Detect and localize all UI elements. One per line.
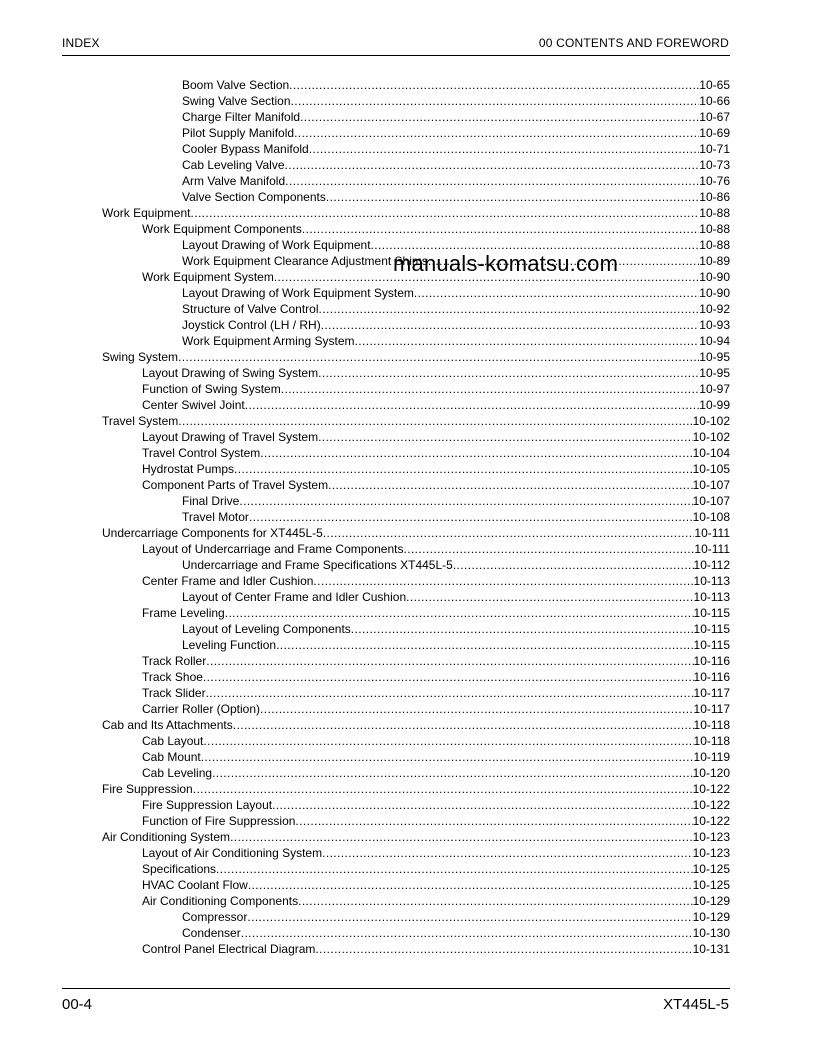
toc-entry[interactable] bbox=[102, 749, 730, 765]
toc-dot-leader bbox=[276, 637, 693, 653]
toc-dot-leader bbox=[351, 621, 694, 637]
toc-entry-title: Air Conditioning System bbox=[102, 830, 231, 844]
toc-dot-leader bbox=[319, 301, 700, 317]
toc-dot-leader bbox=[260, 445, 692, 461]
toc-entry-page: 10-125 bbox=[692, 878, 730, 892]
toc-entry-page: 10-130 bbox=[692, 926, 730, 940]
toc-dot-leader bbox=[295, 813, 692, 829]
toc-dot-leader bbox=[355, 333, 700, 349]
toc-dot-leader bbox=[203, 669, 694, 685]
toc-entry[interactable] bbox=[102, 445, 730, 461]
toc-entry-page: 10-122 bbox=[692, 782, 730, 796]
toc-entry[interactable] bbox=[102, 349, 730, 365]
toc-entry[interactable] bbox=[102, 717, 730, 733]
toc-entry-title: Layout Drawing of Swing System bbox=[142, 366, 319, 380]
footer-model-number: XT445L-5 bbox=[663, 996, 729, 1013]
toc-entry-page: 10-118 bbox=[693, 718, 730, 732]
toc-entry-title: Fire Suppression bbox=[102, 782, 193, 796]
toc-dot-leader bbox=[245, 397, 700, 413]
toc-entry[interactable] bbox=[102, 221, 730, 237]
toc-entry[interactable] bbox=[102, 573, 730, 589]
toc-dot-leader bbox=[285, 157, 700, 173]
toc-entry[interactable] bbox=[102, 205, 730, 221]
toc-entry-page: 10-129 bbox=[692, 894, 730, 908]
toc-dot-leader bbox=[206, 653, 693, 669]
toc-entry-title: Layout of Center Frame and Idler Cushion bbox=[182, 590, 407, 604]
toc-dot-leader bbox=[298, 893, 693, 909]
toc-dot-leader bbox=[230, 829, 693, 845]
toc-entry-title: Work Equipment Components bbox=[142, 222, 302, 236]
toc-entry-title: HVAC Coolant Flow bbox=[142, 878, 248, 892]
toc-entry-page: 10-69 bbox=[699, 126, 730, 140]
toc-dot-leader bbox=[300, 109, 699, 125]
toc-entry-title: Travel Control System bbox=[142, 446, 261, 460]
toc-entry-title: Function of Fire Suppression bbox=[142, 814, 296, 828]
toc-entry-page: 10-111 bbox=[694, 542, 730, 556]
toc-entry-page: 10-95 bbox=[699, 350, 730, 364]
toc-entry[interactable] bbox=[102, 285, 730, 301]
toc-entry[interactable] bbox=[102, 397, 730, 413]
toc-entry[interactable] bbox=[102, 893, 730, 909]
toc-dot-leader bbox=[291, 93, 700, 109]
toc-entry[interactable] bbox=[102, 317, 730, 333]
toc-entry-title: Layout of Leveling Components bbox=[182, 622, 351, 636]
toc-entry-page: 10-122 bbox=[692, 798, 730, 812]
toc-dot-leader bbox=[326, 189, 699, 205]
toc-entry-title: Cooler Bypass Manifold bbox=[182, 142, 309, 156]
toc-entry[interactable] bbox=[102, 557, 730, 573]
toc-entry-page: 10-116 bbox=[693, 670, 730, 684]
toc-entry-title: Boom Valve Section bbox=[182, 78, 290, 92]
toc-entry-title: Charge Filter Manifold bbox=[182, 110, 301, 124]
toc-entry-title: Valve Section Components bbox=[182, 190, 326, 204]
toc-entry[interactable] bbox=[102, 781, 730, 797]
toc-entry[interactable] bbox=[102, 477, 730, 493]
toc-entry-page: 10-115 bbox=[693, 638, 730, 652]
toc-dot-leader bbox=[248, 877, 693, 893]
toc-entry-page: 10-117 bbox=[693, 686, 730, 700]
toc-entry-page: 10-104 bbox=[692, 446, 730, 460]
toc-entry-page: 10-102 bbox=[692, 414, 730, 428]
toc-entry-title: Function of Swing System bbox=[142, 382, 281, 396]
toc-entry-title: Structure of Valve Control bbox=[182, 302, 319, 316]
toc-entry-page: 10-89 bbox=[699, 254, 730, 268]
toc-entry-title: Swing System bbox=[102, 350, 179, 364]
toc-entry-title: Arm Valve Manifold bbox=[182, 174, 286, 188]
toc-entry-page: 10-112 bbox=[693, 558, 730, 572]
toc-entry-title: Swing Valve Section bbox=[182, 94, 291, 108]
header-section-label: INDEX bbox=[62, 36, 100, 50]
toc-entry-title: Specifications bbox=[142, 862, 217, 876]
toc-entry[interactable] bbox=[102, 301, 730, 317]
footer-divider bbox=[62, 988, 730, 989]
toc-entry-page: 10-115 bbox=[693, 606, 730, 620]
toc-entry-page: 10-125 bbox=[692, 862, 730, 876]
toc-entry-page: 10-118 bbox=[693, 734, 730, 748]
toc-entry[interactable] bbox=[102, 189, 730, 205]
toc-dot-leader bbox=[318, 429, 693, 445]
toc-entry[interactable] bbox=[102, 797, 730, 813]
toc-entry-title: Work Equipment System bbox=[142, 270, 274, 284]
toc-entry[interactable] bbox=[102, 909, 730, 925]
toc-entry[interactable] bbox=[102, 765, 730, 781]
toc-entry-title: Travel System bbox=[102, 414, 179, 428]
toc-entry-title: Compressor bbox=[182, 910, 248, 924]
toc-entry[interactable] bbox=[102, 925, 730, 941]
toc-dot-leader bbox=[178, 413, 692, 429]
toc-dot-leader bbox=[285, 173, 699, 189]
toc-dot-leader bbox=[453, 557, 694, 573]
toc-dot-leader bbox=[260, 701, 693, 717]
toc-entry[interactable] bbox=[102, 413, 730, 429]
toc-entry-page: 10-111 bbox=[694, 526, 730, 540]
toc-entry-page: 10-105 bbox=[692, 462, 730, 476]
toc-entry-page: 10-71 bbox=[699, 142, 730, 156]
toc-dot-leader bbox=[201, 749, 694, 765]
toc-entry[interactable] bbox=[102, 77, 730, 93]
toc-entry-title: Pilot Supply Manifold bbox=[182, 126, 295, 140]
watermark-text: manuals-komatsu.com bbox=[393, 251, 619, 276]
toc-dot-leader bbox=[272, 797, 693, 813]
toc-entry-title: Air Conditioning Components bbox=[142, 894, 299, 908]
toc-entry-page: 10-97 bbox=[699, 382, 730, 396]
toc-entry-title: Undercarriage Components for XT445L-5 bbox=[102, 526, 323, 540]
toc-entry-page: 10-90 bbox=[699, 270, 730, 284]
toc-dot-leader bbox=[294, 125, 699, 141]
toc-entry-title: Layout Drawing of Work Equipment System bbox=[182, 286, 414, 300]
toc-entry[interactable] bbox=[102, 93, 730, 109]
header-divider bbox=[62, 55, 730, 56]
toc-entry-page: 10-90 bbox=[699, 286, 730, 300]
toc-dot-leader bbox=[302, 221, 699, 237]
toc-entry-title: Center Frame and Idler Cushion bbox=[142, 574, 314, 588]
toc-entry-title: Work Equipment Clearance Adjustment Shims bbox=[182, 254, 428, 268]
toc-entry-page: 10-129 bbox=[692, 910, 730, 924]
toc-entry[interactable] bbox=[102, 701, 730, 717]
toc-dot-leader bbox=[225, 605, 694, 621]
toc-entry[interactable] bbox=[102, 365, 730, 381]
toc-entry-page: 10-123 bbox=[692, 830, 730, 844]
toc-dot-leader bbox=[414, 285, 699, 301]
toc-dot-leader bbox=[318, 365, 699, 381]
toc-dot-leader bbox=[406, 589, 693, 605]
toc-entry-title: Travel Motor bbox=[182, 510, 249, 524]
toc-entry-page: 10-107 bbox=[692, 478, 730, 492]
toc-entry[interactable] bbox=[102, 941, 730, 957]
toc-entry[interactable] bbox=[102, 861, 730, 877]
toc-entry-title: Final Drive bbox=[182, 494, 240, 508]
toc-entry[interactable] bbox=[102, 141, 730, 157]
table-of-contents bbox=[102, 77, 730, 957]
toc-entry-title: Work Equipment bbox=[102, 206, 191, 220]
toc-entry[interactable] bbox=[102, 653, 730, 669]
toc-entry-page: 10-65 bbox=[699, 78, 730, 92]
toc-entry-page: 10-88 bbox=[699, 238, 730, 252]
toc-entry-title: Layout of Undercarriage and Frame Components bbox=[142, 542, 404, 556]
toc-entry[interactable] bbox=[102, 173, 730, 189]
toc-entry-page: 10-119 bbox=[693, 750, 730, 764]
toc-entry-page: 10-88 bbox=[699, 206, 730, 220]
toc-entry-title: Cab Layout bbox=[142, 734, 204, 748]
toc-entry-title: Center Swivel Joint bbox=[142, 398, 245, 412]
toc-entry[interactable] bbox=[102, 733, 730, 749]
toc-entry[interactable] bbox=[102, 589, 730, 605]
toc-entry-page: 10-123 bbox=[692, 846, 730, 860]
toc-entry-page: 10-92 bbox=[699, 302, 730, 316]
toc-dot-leader bbox=[233, 717, 694, 733]
toc-entry[interactable] bbox=[102, 125, 730, 141]
toc-entry[interactable] bbox=[102, 525, 730, 541]
toc-entry-page: 10-88 bbox=[699, 222, 730, 236]
toc-entry-title: Carrier Roller (Option) bbox=[142, 702, 261, 716]
toc-dot-leader bbox=[322, 845, 693, 861]
toc-entry-page: 10-108 bbox=[692, 510, 730, 524]
toc-entry-page: 10-66 bbox=[699, 94, 730, 108]
toc-dot-leader bbox=[321, 317, 700, 333]
toc-entry[interactable] bbox=[102, 829, 730, 845]
toc-entry-title: Joystick Control (LH / RH) bbox=[182, 318, 321, 332]
toc-dot-leader bbox=[313, 573, 693, 589]
toc-entry[interactable] bbox=[102, 157, 730, 173]
toc-dot-leader bbox=[212, 765, 693, 781]
toc-entry-title: Condenser bbox=[182, 926, 241, 940]
toc-entry-title: Fire Suppression Layout bbox=[142, 798, 273, 812]
toc-dot-leader bbox=[247, 909, 692, 925]
toc-entry-page: 10-94 bbox=[699, 334, 730, 348]
toc-entry[interactable] bbox=[102, 493, 730, 509]
toc-dot-leader bbox=[216, 861, 693, 877]
toc-dot-leader bbox=[309, 141, 700, 157]
toc-entry-title: Cab Mount bbox=[142, 750, 201, 764]
toc-entry-title: Layout of Air Conditioning System bbox=[142, 846, 323, 860]
toc-entry-page: 10-73 bbox=[699, 158, 730, 172]
toc-dot-leader bbox=[323, 525, 695, 541]
toc-entry[interactable] bbox=[102, 333, 730, 349]
toc-dot-leader bbox=[193, 781, 693, 797]
toc-entry-page: 10-122 bbox=[692, 814, 730, 828]
toc-entry[interactable] bbox=[102, 605, 730, 621]
toc-entry-title: Frame Leveling bbox=[142, 606, 225, 620]
toc-entry[interactable] bbox=[102, 541, 730, 557]
toc-entry-title: Hydrostat Pumps bbox=[142, 462, 235, 476]
toc-entry-title: Layout Drawing of Travel System bbox=[142, 430, 319, 444]
toc-dot-leader bbox=[190, 205, 699, 221]
toc-entry[interactable] bbox=[102, 621, 730, 637]
toc-dot-leader bbox=[203, 733, 693, 749]
toc-dot-leader bbox=[328, 477, 693, 493]
toc-entry[interactable] bbox=[102, 685, 730, 701]
toc-entry-page: 10-117 bbox=[693, 702, 730, 716]
toc-entry-page: 10-93 bbox=[699, 318, 730, 332]
toc-entry-title: Layout Drawing of Work Equipment bbox=[182, 238, 371, 252]
toc-dot-leader bbox=[281, 381, 700, 397]
toc-entry[interactable] bbox=[102, 381, 730, 397]
toc-entry-title: Undercarriage and Frame Specifications XT445L-5 bbox=[182, 558, 453, 572]
toc-dot-leader bbox=[234, 461, 693, 477]
toc-entry-page: 10-120 bbox=[692, 766, 730, 780]
toc-entry[interactable] bbox=[102, 461, 730, 477]
toc-entry[interactable] bbox=[102, 845, 730, 861]
toc-dot-leader bbox=[289, 77, 699, 93]
toc-entry-page: 10-107 bbox=[692, 494, 730, 508]
toc-entry[interactable] bbox=[102, 509, 730, 525]
toc-entry[interactable] bbox=[102, 877, 730, 893]
toc-entry-title: Leveling Function bbox=[182, 638, 277, 652]
toc-entry-page: 10-113 bbox=[693, 590, 730, 604]
toc-entry[interactable] bbox=[102, 669, 730, 685]
toc-entry-title: Cab Leveling Valve bbox=[182, 158, 285, 172]
toc-entry-page: 10-113 bbox=[693, 574, 730, 588]
header-chapter-title: 00 CONTENTS AND FOREWORD bbox=[538, 36, 729, 50]
toc-entry-title: Cab Leveling bbox=[142, 766, 213, 780]
toc-entry-title: Component Parts of Travel System bbox=[142, 478, 329, 492]
toc-entry-page: 10-67 bbox=[699, 110, 730, 124]
toc-entry-page: 10-116 bbox=[693, 654, 730, 668]
toc-entry-title: Control Panel Electrical Diagram bbox=[142, 942, 316, 956]
toc-dot-leader bbox=[403, 541, 694, 557]
toc-dot-leader bbox=[206, 685, 694, 701]
toc-dot-leader bbox=[315, 941, 692, 957]
toc-entry-page: 10-99 bbox=[699, 398, 730, 412]
toc-dot-leader bbox=[178, 349, 699, 365]
toc-entry-page: 10-131 bbox=[692, 942, 730, 956]
toc-entry[interactable] bbox=[102, 429, 730, 445]
toc-entry-page: 10-95 bbox=[699, 366, 730, 380]
toc-entry[interactable] bbox=[102, 813, 730, 829]
toc-entry-page: 10-76 bbox=[699, 174, 730, 188]
toc-dot-leader bbox=[249, 509, 693, 525]
toc-dot-leader bbox=[241, 925, 693, 941]
toc-entry-page: 10-86 bbox=[699, 190, 730, 204]
toc-entry-title: Work Equipment Arming System bbox=[182, 334, 355, 348]
toc-entry-page: 10-115 bbox=[693, 622, 730, 636]
toc-entry[interactable] bbox=[102, 637, 730, 653]
toc-dot-leader bbox=[239, 493, 692, 509]
footer-page-number: 00-4 bbox=[62, 996, 93, 1013]
toc-entry-title: Track Slider bbox=[142, 686, 206, 700]
toc-entry-title: Cab and Its Attachments bbox=[102, 718, 233, 732]
toc-entry[interactable] bbox=[102, 109, 730, 125]
toc-entry-title: Track Roller bbox=[142, 654, 207, 668]
toc-entry-title: Track Shoe bbox=[142, 670, 203, 684]
toc-entry-page: 10-102 bbox=[692, 430, 730, 444]
